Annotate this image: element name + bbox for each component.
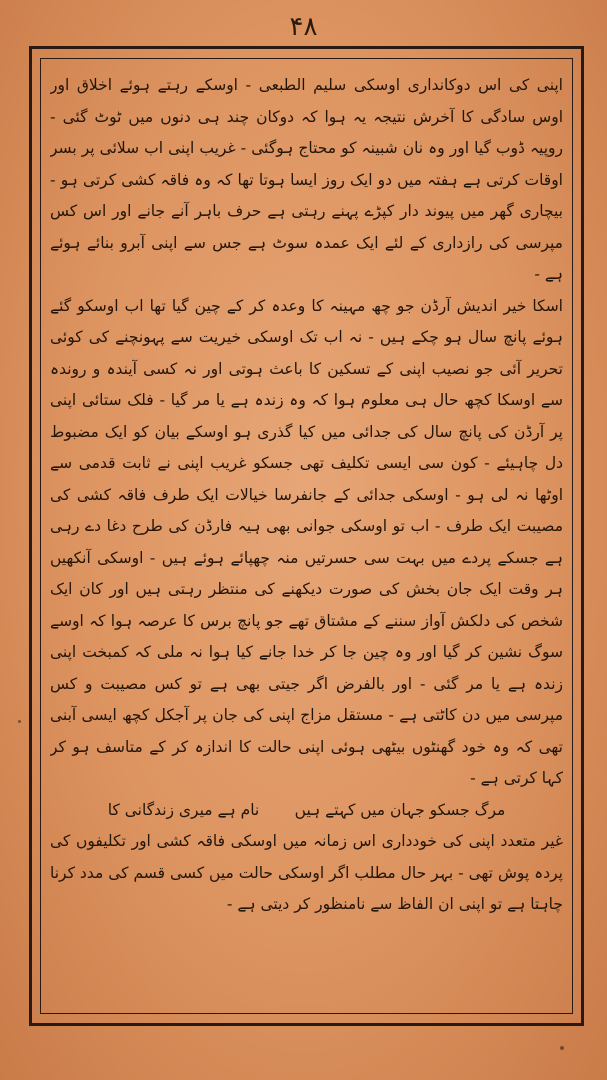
verse-left-hemistich: نام ہے میری زندگانی کا <box>107 800 260 819</box>
verse-couplet <box>50 795 563 827</box>
paragraph-1: اپنی کی اس دوکانداری اوسکی سلیم الطبعی - اوسکے رہتے ہوئے اخلاق اور اوس سادگی کا آخرش نتیجہ یہ ہوا کہ دوکان چند ہی دنوں میں ٹوٹ گئی - روپیہ ڈوب گیا اور وہ نان شبینہ کو محتاج ہوگئی - غریب اپنی اب سلائی پر بسر اوقات کرتی ہے ہفتہ میں دو ایک روز ایسا ہوتا تھا کہ وہ فاقہ کشی کرتی ہو - بیچاری گھر میں پیوند دار کپڑے پہنے رہتی ہے حرف باہر آنے جانے اور اس کس مپرسی کی رازداری کے لئے ایک عمدہ سوٹ ہے جس سے اپنی آبرو بنائے ہوئے ہے - <box>50 76 563 283</box>
verse-right-hemistich: مرگ جسکو جہان میں کہتے ہیں <box>294 800 506 819</box>
urdu-text-body <box>50 70 563 1000</box>
page-number: ۴۸ <box>289 12 318 42</box>
paper-speck <box>18 720 21 723</box>
paper-speck <box>560 1046 564 1050</box>
paragraph-closing: غیر متعدد اپنی کی خودداری اس زمانہ میں اوسکی فاقہ کشی اور تکلیفوں کی پردہ پوش تھی - بہر حال مطلب اگر اوسکی حالت میں کسی قسم کی مدد کرنا چاہتا ہے تو اپنی ان الفاظ سے نامنظور کر دیتی ہے - <box>50 832 563 913</box>
paragraph-2: اسکا خیر اندیش آرڈن جو چھ مہینہ کا وعدہ کر کے چین گیا تھا اب اوسکو گئے ہوئے پانچ سال ہو چکے ہیں - نہ اب تک اوسکی خیریت سے پہونچنے کی کوئی تحریر آئی جو نصیب اپنی کے تسکین کا باعث ہوتی اور نہ کسی آیندہ و روندہ سے اوسکا کچھ حال ہی معلوم ہوا کہ وہ زندہ ہے یا مر گیا - فلک ستائی اپنی پر آرڈن کی پانچ سال کی جدائی میں کیا گذری ہو اوسکے بیان کو ایک مضبوط دل چاہیئے - کون سی ایسی تکلیف تھی جسکو غریب اپنی نے ثابت قدمی سے اوٹھا نہ لی ہو - اوسکی جدائی کے جانفرسا خیالات ایک طرف فاقہ کشی کی مصیبت ایک طرف - اب تو اوسکی جوانی بھی ہیہ فارڈن کی طرح دغا دے رہی ہے جسکے پردے میں بہت سی حسرتیں منہ چھپائے ہوئے ہیں - اوسکی آنکھیں ہر وقت ایک جان بخش کی صورت دیکھنے کی منتظر رہتی ہیں اور کان ایک شخص کی دلکش آواز سننے کے مشتاق تھے جو پانچ برس کا عرصہ ہوا کہ اوسے سوگ نشین کر گیا اور وہ چین جا کر خدا جانے کیا ہوا نہ ملی کہ کمبخت اپنی زندہ ہے یا مر گئی - اور بالفرض اگر جیتی بھی ہے تو کس مصیبت و کس مپرسی میں دن کاٹتی ہے - مستقل مزاج اپنی کی جان پر آجکل کچھ ایسی آبنی تھی کہ وہ خود گھنٹوں بیٹھی ہوئی اپنی حالت کا اندازہ کر کے متاسف ہو کر کہا کرتی ہے - <box>50 296 563 787</box>
